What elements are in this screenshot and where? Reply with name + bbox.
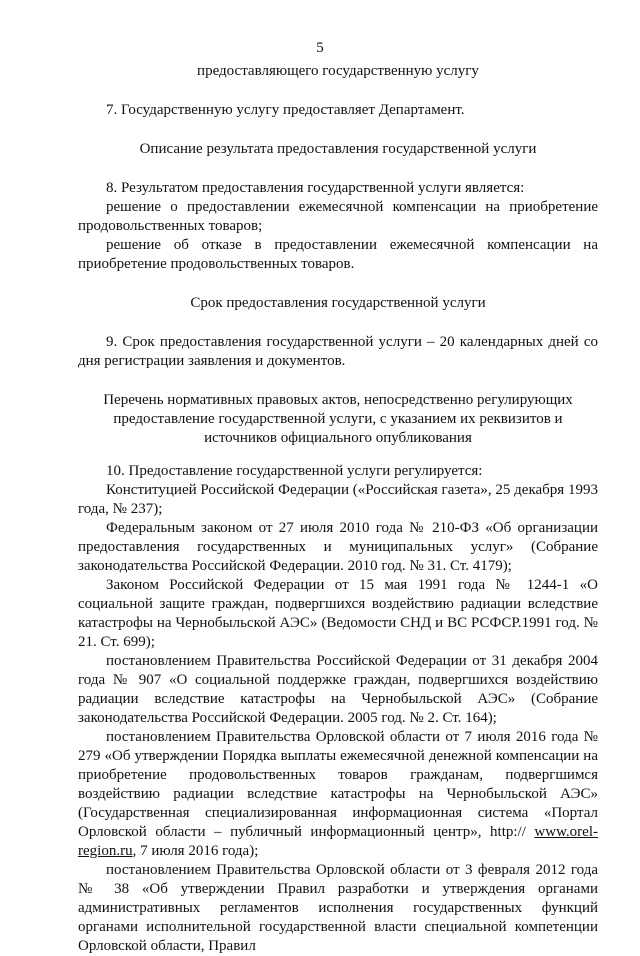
heading-term: Срок предоставления государственной услуги bbox=[190, 295, 486, 311]
paragraph-10: 10. Предоставление государственной услуги регулируется: bbox=[106, 463, 483, 479]
decree-279-date: , 7 июля 2016 года); bbox=[132, 843, 259, 859]
paragraph-8: 8. Результатом предоставления государственной услуги является: bbox=[106, 180, 525, 196]
text-line-provider: предоставляющего государственную услугу bbox=[197, 63, 479, 79]
paragraph-10-gov-decree: постановлением Правительства Российской Федерации от 31 декабря 2004 года № 907 «О социальной поддержке граждан, подвергшихся воздействию радиации вследствие катастрофы на Чернобыльской АЭС» (Собрание законодательства Российской Федерации. 2005 год. № 2. Ст. 164); bbox=[78, 653, 598, 726]
heading-legal-acts: Перечень нормативных правовых актов, непосредственно регулирующих предоставление государственной услуги, с указанием их реквизитов и источников официального опубликования bbox=[103, 392, 573, 446]
paragraph-8-item-2: решение об отказе в предоставлении ежемесячной компенсации на приобретение продовольственных товаров. bbox=[78, 237, 598, 272]
paragraph-7: 7. Государственную услугу предоставляет Департамент. bbox=[106, 102, 465, 118]
paragraph-10-oblast-decree-279 bbox=[78, 728, 598, 861]
paragraph-9: 9. Срок предоставления государственной услуги – 20 календарных дней со дня регистрации заявления и документов. bbox=[78, 334, 598, 369]
paragraph-10-federal-law: Федеральным законом от 27 июля 2010 года № 210-ФЗ «Об организации предоставления государственных и муниципальных услуг» (Собрание законодательства Российской Федерации. 2010 год. № 31. Ст. 4179); bbox=[78, 520, 598, 574]
decree-279-text: постановлением Правительства Орловской области от 7 июля 2016 года № 279 «Об утверждении Порядка выплаты ежемесячной денежной компенсации на приобретение продовольственных товаров гражданам, подвергшимся воздействию радиации вследствие катастрофы на Чернобыльской АЭС» (Государственная специализированная информационная система «Портал Орловской области – публичный информационный центр», http:// bbox=[78, 729, 598, 840]
paragraph-10-rf-law: Законом Российской Федерации от 15 мая 1991 года № 1244-1 «О социальной защите граждан, подвергшихся воздействию радиации вследствие катастрофы на Чернобыльской АЭС» (Ведомости СНД и ВС РСФСР.1991 год. № 21. Ст. 699); bbox=[78, 577, 598, 650]
heading-result: Описание результата предоставления государственной услуги bbox=[139, 141, 537, 157]
paragraph-10-constitution: Конституцией Российской Федерации («Российская газета», 25 декабря 1993 года, № 237); bbox=[78, 482, 598, 517]
paragraph-10-oblast-decree-38: постановлением Правительства Орловской области от 3 февраля 2012 года № 38 «Об утверждении Правил разработки и утверждения органами административных регламентов исполнения государственных функций органами исполнительной государственной власти специальной компетенции Орловской области, Правил bbox=[78, 862, 598, 954]
portal-link[interactable]: www.orel-region.ru bbox=[78, 824, 598, 859]
page-number: 5 bbox=[316, 40, 324, 56]
document-body bbox=[78, 62, 598, 956]
paragraph-8-item-1: решение о предоставлении ежемесячной компенсации на приобретение продовольственных товаров; bbox=[78, 199, 598, 234]
